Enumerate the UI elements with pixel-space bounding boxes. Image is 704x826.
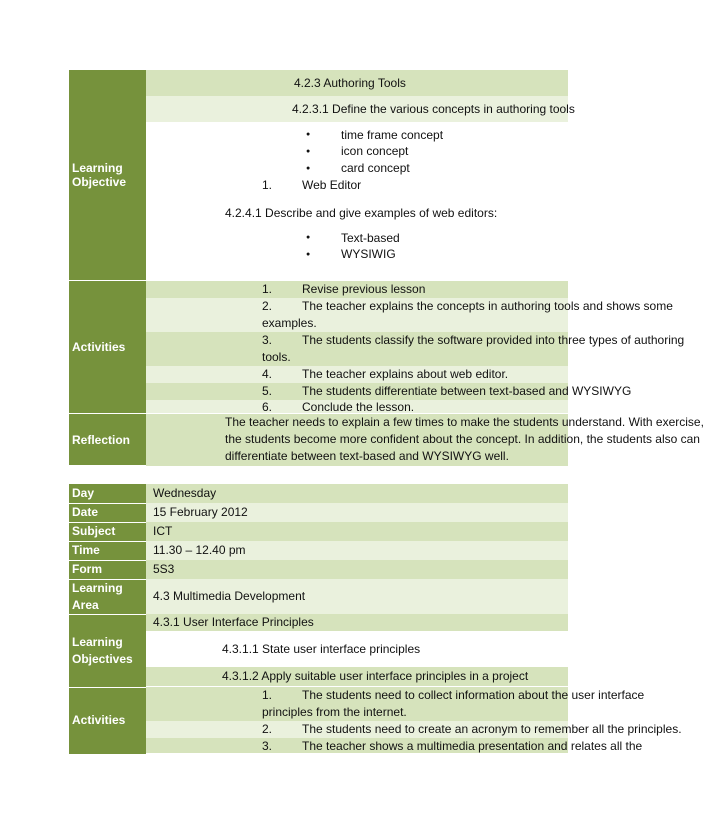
activity-item-continued: examples. bbox=[146, 315, 568, 332]
bullet-item: icon concept bbox=[146, 143, 568, 160]
activity-item: 2. The teacher explains the concepts in authoring tools and shows some bbox=[146, 298, 568, 315]
activities-content bbox=[146, 281, 685, 414]
time-value: 11.30 – 12.40 pm bbox=[146, 541, 568, 560]
subject-value: ICT bbox=[146, 522, 568, 541]
objective-line: 4.3.1.2 Apply suitable user interface principles in a project bbox=[146, 667, 568, 686]
web-editor-heading: 1. Web Editor bbox=[146, 177, 568, 200]
objective-heading-423: 4.2.3 Authoring Tools bbox=[146, 70, 568, 96]
bullet-item: Text-based bbox=[146, 226, 568, 246]
lesson-table-2 bbox=[69, 484, 682, 755]
date-label: Date bbox=[69, 503, 146, 522]
learning-objective-label: Learning Objective bbox=[69, 70, 146, 281]
form-row bbox=[69, 560, 568, 579]
activity-item: 4. The teacher explains about web editor. bbox=[146, 366, 568, 383]
learning-area-label: Learning Area bbox=[69, 579, 146, 614]
form-value: 5S3 bbox=[146, 560, 568, 579]
subject-label: Subject bbox=[69, 522, 146, 541]
activity-item-continued: tools. bbox=[146, 349, 568, 366]
activity-item: 2. The students need to create an acronym to remember all the principles. bbox=[146, 721, 568, 738]
bullet-item: card concept bbox=[146, 160, 568, 177]
date-row bbox=[69, 503, 568, 522]
learning-area-row bbox=[69, 579, 568, 614]
time-label: Time bbox=[69, 541, 146, 560]
objective-line: 4.3.1 User Interface Principles bbox=[146, 614, 568, 631]
reflection-line: the students become more confident about the concept. In addition, the students also can bbox=[225, 431, 700, 446]
day-row bbox=[69, 484, 568, 503]
bullet-item: WYSIWIG bbox=[146, 246, 568, 262]
learning-area-value: 4.3 Multimedia Development bbox=[146, 579, 568, 614]
activities-label-2: Activities bbox=[69, 687, 146, 754]
activity-item: 6. Conclude the lesson. bbox=[146, 400, 568, 413]
activities-row bbox=[69, 687, 568, 754]
activity-item: 3. The students classify the software provided into three types of authoring bbox=[146, 332, 568, 349]
form-label: Form bbox=[69, 560, 146, 579]
activity-item: 3. The teacher shows a multimedia presentation and relates all the bbox=[146, 738, 568, 753]
activities-content-2 bbox=[146, 687, 682, 754]
reflection-content bbox=[146, 414, 704, 466]
subject-row bbox=[69, 522, 568, 541]
activity-item: 1. The students need to collect information about the user interface bbox=[146, 687, 568, 704]
learning-objectives-row bbox=[69, 614, 568, 687]
activities-label: Activities bbox=[69, 281, 146, 414]
activity-item-continued: principles from the internet. bbox=[146, 704, 568, 721]
bullet-item: time frame concept bbox=[146, 122, 568, 143]
day-label: Day bbox=[69, 484, 146, 503]
reflection-label: Reflection bbox=[69, 414, 146, 466]
date-value: 15 February 2012 bbox=[146, 503, 568, 522]
reflection-line: differentiate between text-based and WYSIWYG well. bbox=[225, 448, 509, 463]
learning-objective-content bbox=[146, 70, 575, 281]
activity-item: 1. Revise previous lesson bbox=[146, 281, 568, 298]
objective-heading-4241: 4.2.4.1 Describe and give examples of web editors: bbox=[146, 200, 568, 226]
lesson-table-1 bbox=[69, 70, 704, 466]
time-row bbox=[69, 541, 568, 560]
learning-objectives-content bbox=[146, 614, 568, 687]
activity-item: 5. The students differentiate between text-based and WYSIWYG bbox=[146, 383, 568, 400]
day-value: Wednesday bbox=[146, 484, 568, 503]
learning-objectives-label: Learning Objectives bbox=[69, 614, 146, 687]
objective-heading-4231: 4.2.3.1 Define the various concepts in authoring tools bbox=[146, 96, 568, 122]
objective-line: 4.3.1.1 State user interface principles bbox=[146, 631, 568, 667]
reflection-line: The teacher needs to explain a few times to make the students understand. With exercise, bbox=[225, 414, 704, 429]
